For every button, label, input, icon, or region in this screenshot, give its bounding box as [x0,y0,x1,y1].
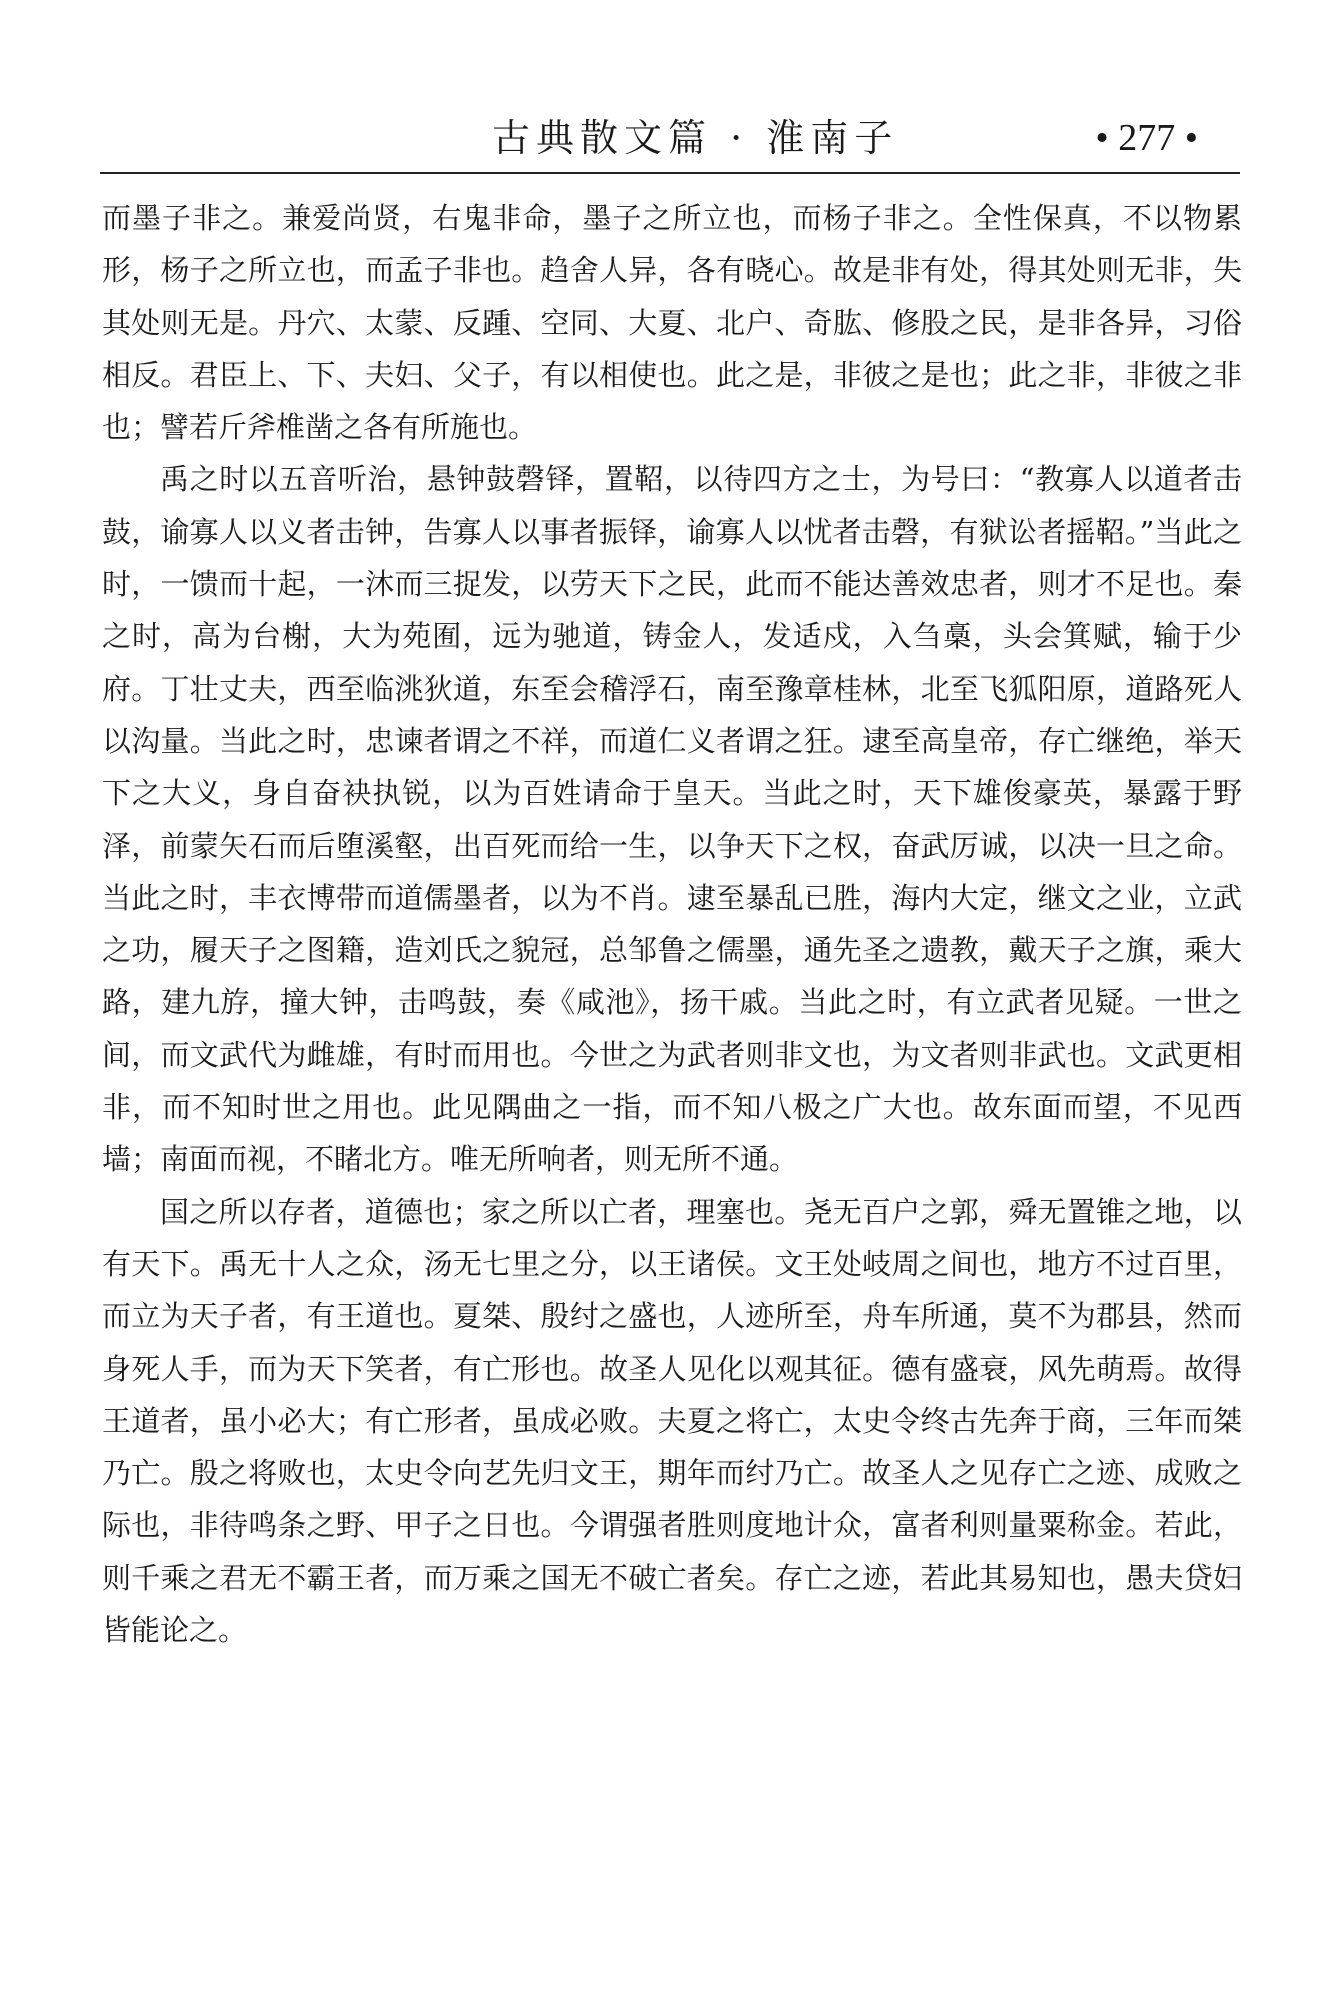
paragraph-3: 国之所以存者，道德也；家之所以亡者，理塞也。尧无百户之郭，舜无置锥之地，以有天下。禹无十人之众，汤无七里之分，以王诸侯。文王处岐周之间也，地方不过百里，而立为天子者，有王道也。夏桀、殷纣之盛也，人迹所至，舟车所通，莫不为郡县，然而身死人手，而为天下笑者，有亡形也。故圣人见化以观其征。德有盛衰，风先萌焉。故得王道者，虽小必大；有亡形者，虽成必败。夫夏之将亡，太史令终古先奔于商，三年而桀乃亡。殷之将败也，太史令向艺先归文王，期年而纣乃亡。故圣人之见存亡之迹、成败之际也，非待鸣条之野、甲子之日也。今谓强者胜则度地计众，富者利则量粟称金。若此，则千乘之君无不霸王者，而万乘之国无不破亡者矣。存亡之迹，若此其易知也，愚夫贷妇皆能论之。 [102,1194,1242,1648]
running-header [100,108,1240,168]
paragraph-2: 禹之时以五音听治，悬钟鼓磬铎，置鞀，以待四方之士，为号曰：“教寡人以道者击鼓，谕寡人以义者击钟，告寡人以事者振铎，谕寡人以忧者击磬，有狱讼者摇鞀。”当此之时，一馈而十起，一沐而三捉发，以劳天下之民，此而不能达善效忠者，则才不足也。秦之时，高为台榭，大为苑囿，远为驰道，铸金人，发适戍，入刍槀，头会箕赋，输于少府。丁壮丈夫，西至临洮狄道，东至会稽浮石，南至豫章桂林，北至飞狐阳原，道路死人以沟量。当此之时，忠谏者谓之不祥，而道仁义者谓之狂。逮至高皇帝，存亡继绝，举天下之大义，身自奋袂执锐，以为百姓请命于皇天。当此之时，天下雄俊豪英，暴露于野泽，前蒙矢石而后堕溪壑，出百死而给一生，以争天下之权，奋武厉诚，以决一旦之命。当此之时，丰衣博带而道儒墨者，以为不肖。逮至暴乱已胜，海内大定，继文之业，立武之功，履天子之图籍，造刘氏之貌冠，总邹鲁之儒墨，通先圣之遗教，戴天子之旗，乘大路，建九斿，撞大钟，击鸣鼓，奏《咸池》，扬干戚。当此之时，有立武者见疑。一世之间，而文武代为雌雄，有时而用也。今世之为武者则非文也，为文者则非武也。文武更相非，而不知时世之用也。此见隅曲之一指，而不知八极之广大也。故东面而望，不见西墙；南面而视，不睹北方。唯无所响者，则无所不通。 [102,462,1242,1177]
paragraph-1: 而墨子非之。兼爱尚贤，右鬼非命，墨子之所立也，而杨子非之。全性保真，不以物累形，杨子之所立也，而孟子非也。趋舍人异，各有晓心。故是非有处，得其处则无非，失其处则无是。丹穴、太蒙、反踵、空同、大夏、北户、奇肱、修股之民，是非各异，习俗相反。君臣上、下、夫妇、父子，有以相使也。此之是，非彼之是也；此之非，非彼之非也；譬若斤斧椎凿之各有所施也。 [102,201,1242,445]
body-text [102,192,1242,1656]
header-divider [100,172,1240,174]
header-title: 古典散文篇 · 淮南子 [492,116,899,160]
page-number: • 277 • [1095,117,1198,159]
